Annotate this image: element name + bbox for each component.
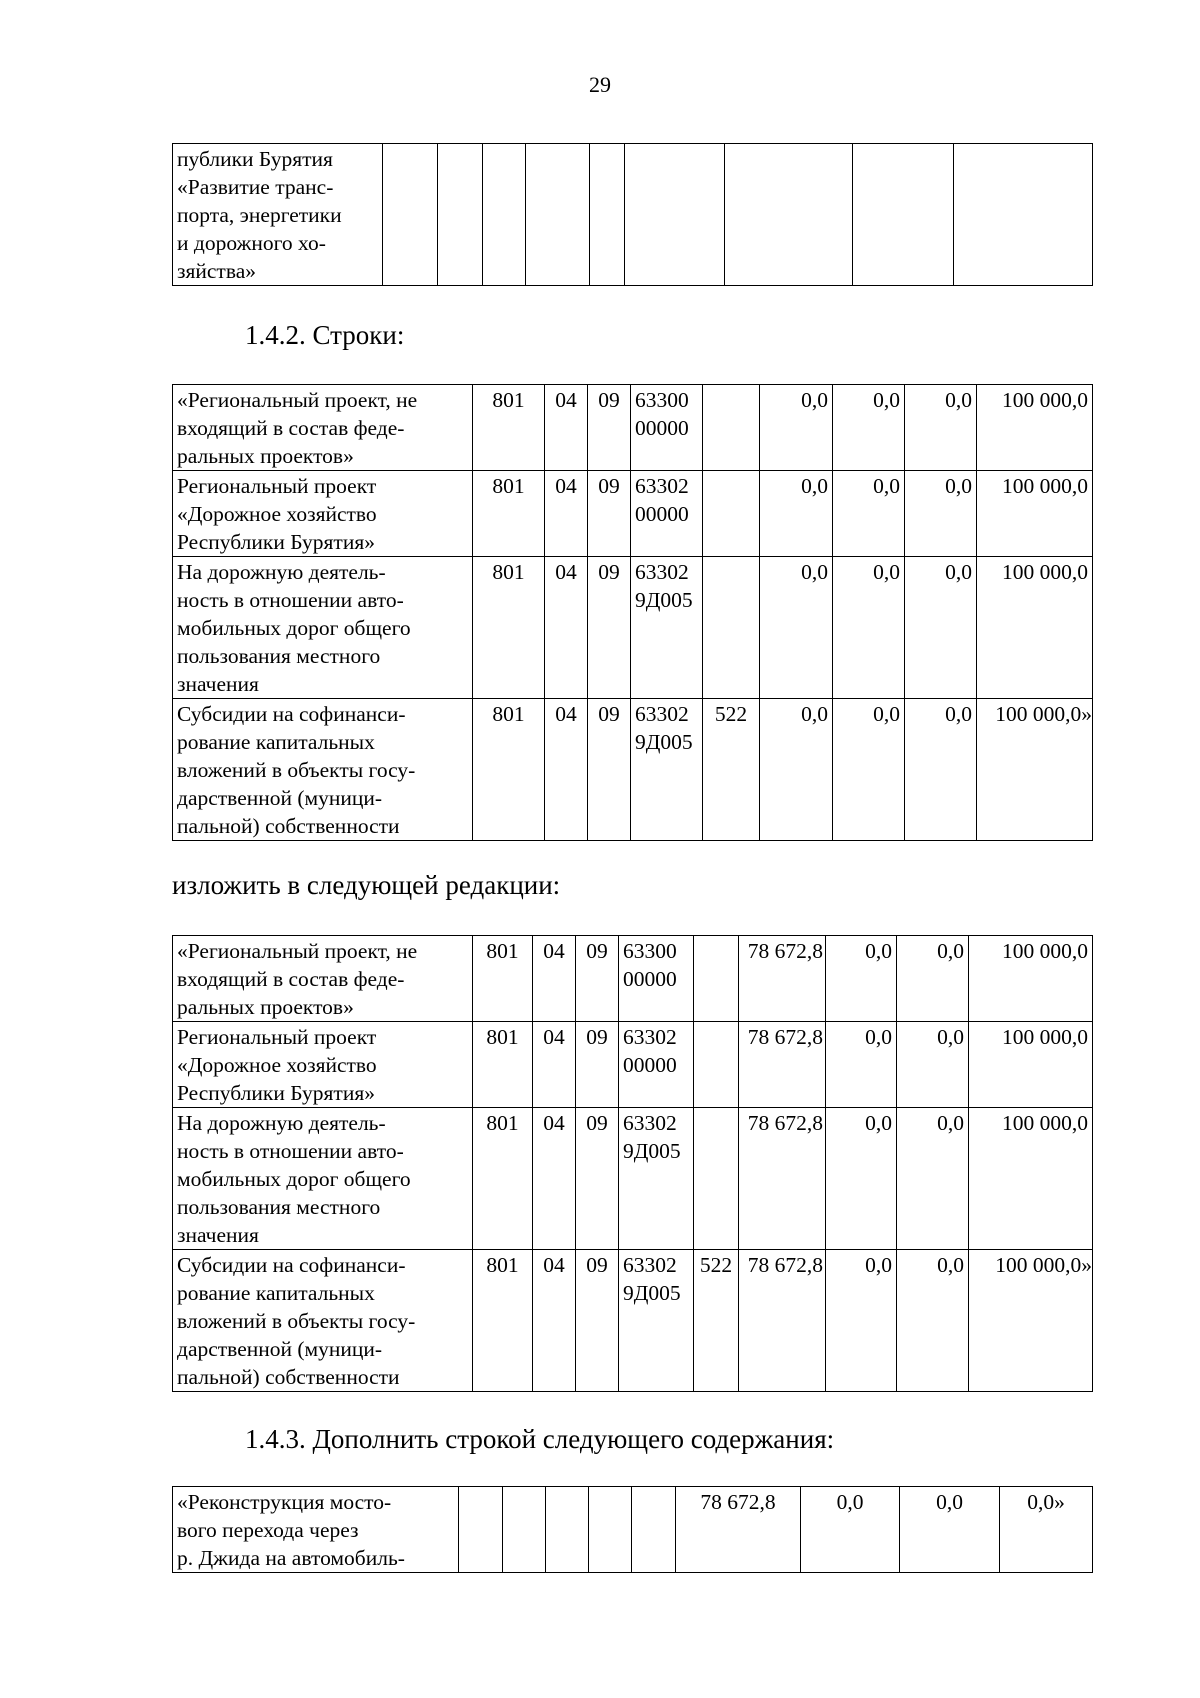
table-row: На дорожную деятель- ность в отношении авто- мобильных дорог общего пользования местного значения 801 04 09 63302 9Д005 0,0 0,0 0,0 100 000,0	[173, 557, 1093, 699]
table-row: Региональный проект «Дорожное хозяйство Республики Бурятия» 801 04 09 63302 00000 0,0 0,0 0,0 100 000,0	[173, 471, 1093, 557]
table-continuation	[172, 143, 1093, 286]
heading-edit: изложить в следующей редакции:	[172, 870, 561, 900]
table-row: Субсидии на софинанси- рование капитальных вложений в объекты госу- дарственной (муници- пальной) собственности 801 04 09 63302 9Д005 522 0,0 0,0 0,0 100 000,0»	[173, 699, 1093, 841]
page-number: 29	[589, 72, 611, 97]
heading-1-4-2: 1.4.2. Строки:	[245, 320, 405, 350]
table-added-row	[172, 1486, 1093, 1573]
row-name: публики Бурятия «Развитие транс- порта, энергетики и дорожного хо- зяйства»	[173, 144, 383, 286]
table-row	[173, 144, 1093, 286]
table-row: Субсидии на софинанси- рование капитальных вложений в объекты госу- дарственной (муници- пальной) собственности 801 04 09 63302 9Д005 522 78 672,8 0,0 0,0 100 000,0»	[173, 1250, 1093, 1392]
table-new-rows	[172, 935, 1093, 1392]
table-row: «Региональный проект, не входящий в состав феде- ральных проектов» 801 04 09 63300 00000 78 672,8 0,0 0,0 100 000,0	[173, 936, 1093, 1022]
table-row: Региональный проект «Дорожное хозяйство Республики Бурятия» 801 04 09 63302 00000 78 672,8 0,0 0,0 100 000,0	[173, 1022, 1093, 1108]
table-row: На дорожную деятель- ность в отношении авто- мобильных дорог общего пользования местного значения 801 04 09 63302 9Д005 78 672,8 0,0 0,0 100 000,0	[173, 1108, 1093, 1250]
table-old-rows	[172, 384, 1093, 841]
table-row: «Реконструкция мосто- вого перехода через р. Джида на автомобиль- 78 672,8 0,0 0,0 0,0»	[173, 1487, 1093, 1573]
table-row: «Региональный проект, не входящий в состав феде- ральных проектов» 801 04 09 63300 00000 0,0 0,0 0,0 100 000,0	[173, 385, 1093, 471]
heading-1-4-3: 1.4.3. Дополнить строкой следующего содержания:	[245, 1424, 835, 1454]
